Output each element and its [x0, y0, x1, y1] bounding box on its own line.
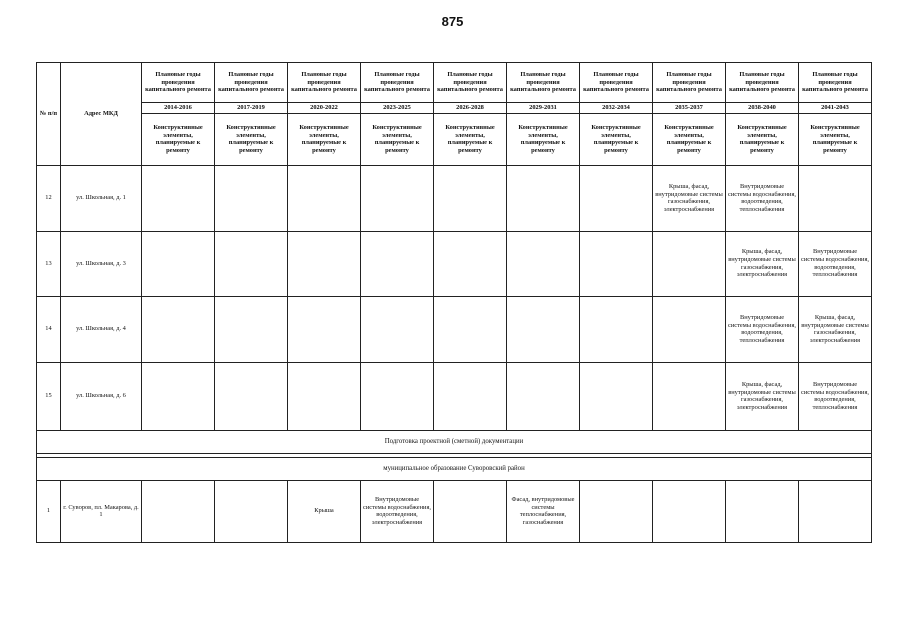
- repair-cell: [142, 480, 215, 542]
- page-number: 875: [441, 14, 464, 29]
- repair-cell: [361, 362, 434, 430]
- repair-cell: Внутридомовые системы водоснабжения, водоотведения, теплоснабжения: [799, 231, 872, 296]
- plan-label: Плановые годы проведения капитального ремонта: [215, 63, 288, 103]
- repair-cell: [215, 296, 288, 362]
- plan-label: Плановые годы проведения капитального ремонта: [142, 63, 215, 103]
- repair-cell: [507, 231, 580, 296]
- repair-cell: [215, 165, 288, 231]
- repair-cell: [288, 231, 361, 296]
- repair-cell: [288, 165, 361, 231]
- repair-cell: [653, 231, 726, 296]
- repair-cell: [580, 231, 653, 296]
- section-row: [37, 430, 872, 453]
- repair-cell: [361, 231, 434, 296]
- row-number: 12: [37, 165, 61, 231]
- elements-header: Конструктивные элементы, планируемые к ремонту: [434, 113, 507, 165]
- repair-cell: [507, 362, 580, 430]
- plan-label: Плановые годы проведения капитального ремонта: [799, 63, 872, 103]
- repair-cell: Крыша, фасад, внутридомовые системы газоснабжения, электроснабжения: [799, 296, 872, 362]
- row-number: 13: [37, 231, 61, 296]
- repair-cell: [580, 362, 653, 430]
- period-header: 2032-2034: [580, 103, 653, 114]
- header-elements-row: [37, 113, 872, 165]
- period-header: 2029-2031: [507, 103, 580, 114]
- repair-cell: [434, 362, 507, 430]
- repair-cell: [434, 231, 507, 296]
- period-header: 2017-2019: [215, 103, 288, 114]
- repair-cell: Внутридомовые системы водоснабжения, водоотведения, теплоснабжения: [726, 296, 799, 362]
- repair-cell: [434, 165, 507, 231]
- table-row: [37, 296, 872, 362]
- repair-cell: Крыша, фасад, внутридомовые системы газоснабжения, электроснабжения: [726, 362, 799, 430]
- repair-cell: [507, 165, 580, 231]
- elements-header: Конструктивные элементы, планируемые к ремонту: [507, 113, 580, 165]
- period-header: 2038-2040: [726, 103, 799, 114]
- capital-repair-plan-table: [36, 62, 872, 543]
- repair-cell: [288, 362, 361, 430]
- plan-label: Плановые годы проведения капитального ремонта: [726, 63, 799, 103]
- row-address: ул. Школьная, д. 3: [61, 231, 142, 296]
- repair-cell: [507, 296, 580, 362]
- plan-label: Плановые годы проведения капитального ремонта: [653, 63, 726, 103]
- header-periods-row: [37, 103, 872, 114]
- repair-cell: Внутридомовые системы водоснабжения, водоотведения, электроснабжения: [361, 480, 434, 542]
- section-municipality: муниципальное образование Суворовский район: [37, 457, 872, 480]
- elements-header: Конструктивные элементы, планируемые к ремонту: [580, 113, 653, 165]
- repair-cell: [142, 231, 215, 296]
- repair-cell: [142, 165, 215, 231]
- period-header: 2041-2043: [799, 103, 872, 114]
- repair-cell: Внутридомовые системы водоснабжения, водоотведения, теплоснабжения: [726, 165, 799, 231]
- repair-cell: [215, 231, 288, 296]
- plan-label: Плановые годы проведения капитального ремонта: [434, 63, 507, 103]
- row-address: ул. Школьная, д. 6: [61, 362, 142, 430]
- table-row: [37, 362, 872, 430]
- row-address: г. Суворов, пл. Макарова, д. 1: [61, 480, 142, 542]
- repair-cell: [653, 296, 726, 362]
- col-address-header: Адрес МКД: [61, 63, 142, 166]
- elements-header: Конструктивные элементы, планируемые к ремонту: [215, 113, 288, 165]
- repair-cell: [215, 362, 288, 430]
- repair-cell: [361, 296, 434, 362]
- row-address: ул. Школьная, д. 1: [61, 165, 142, 231]
- repair-cell: [726, 480, 799, 542]
- repair-cell: [288, 296, 361, 362]
- repair-cell: Крыша, фасад, внутридомовые системы газоснабжения, электроснабжения: [653, 165, 726, 231]
- repair-cell: [653, 480, 726, 542]
- repair-cell: [215, 480, 288, 542]
- elements-header: Конструктивные элементы, планируемые к ремонту: [653, 113, 726, 165]
- table-row: [37, 480, 872, 542]
- row-number: 15: [37, 362, 61, 430]
- repair-cell: [142, 296, 215, 362]
- repair-cell: [799, 480, 872, 542]
- repair-cell: [653, 362, 726, 430]
- period-header: 2023-2025: [361, 103, 434, 114]
- plan-label: Плановые годы проведения капитального ремонта: [361, 63, 434, 103]
- repair-cell: [580, 165, 653, 231]
- period-header: 2035-2037: [653, 103, 726, 114]
- col-number-header: № п/п: [37, 63, 61, 166]
- period-header: 2020-2022: [288, 103, 361, 114]
- repair-cell: Внутридомовые системы водоснабжения, водоотведения, теплоснабжения: [799, 362, 872, 430]
- repair-cell: Крыша, фасад, внутридомовые системы газоснабжения, электроснабжения: [726, 231, 799, 296]
- elements-header: Конструктивные элементы, планируемые к ремонту: [288, 113, 361, 165]
- repair-cell: [434, 296, 507, 362]
- period-header: 2014-2016: [142, 103, 215, 114]
- row-number: 14: [37, 296, 61, 362]
- repair-cell: [580, 480, 653, 542]
- elements-header: Конструктивные элементы, планируемые к ремонту: [799, 113, 872, 165]
- repair-cell: [142, 362, 215, 430]
- row-address: ул. Школьная, д. 4: [61, 296, 142, 362]
- repair-cell: [799, 165, 872, 231]
- period-header: 2026-2028: [434, 103, 507, 114]
- repair-cell: [434, 480, 507, 542]
- repair-cell: [580, 296, 653, 362]
- plan-label: Плановые годы проведения капитального ремонта: [507, 63, 580, 103]
- header-plan-row: [37, 63, 872, 103]
- section-row: [37, 457, 872, 480]
- plan-label: Плановые годы проведения капитального ремонта: [288, 63, 361, 103]
- plan-label: Плановые годы проведения капитального ремонта: [580, 63, 653, 103]
- table-row: [37, 231, 872, 296]
- elements-header: Конструктивные элементы, планируемые к ремонту: [361, 113, 434, 165]
- repair-cell: Фасад, внутридомовые системы теплоснабжения, газоснабжения: [507, 480, 580, 542]
- repair-cell: Крыша: [288, 480, 361, 542]
- elements-header: Конструктивные элементы, планируемые к ремонту: [726, 113, 799, 165]
- elements-header: Конструктивные элементы, планируемые к ремонту: [142, 113, 215, 165]
- section-design-docs: Подготовка проектной (сметной) документации: [37, 430, 872, 453]
- table-row: [37, 165, 872, 231]
- repair-cell: [361, 165, 434, 231]
- row-number: 1: [37, 480, 61, 542]
